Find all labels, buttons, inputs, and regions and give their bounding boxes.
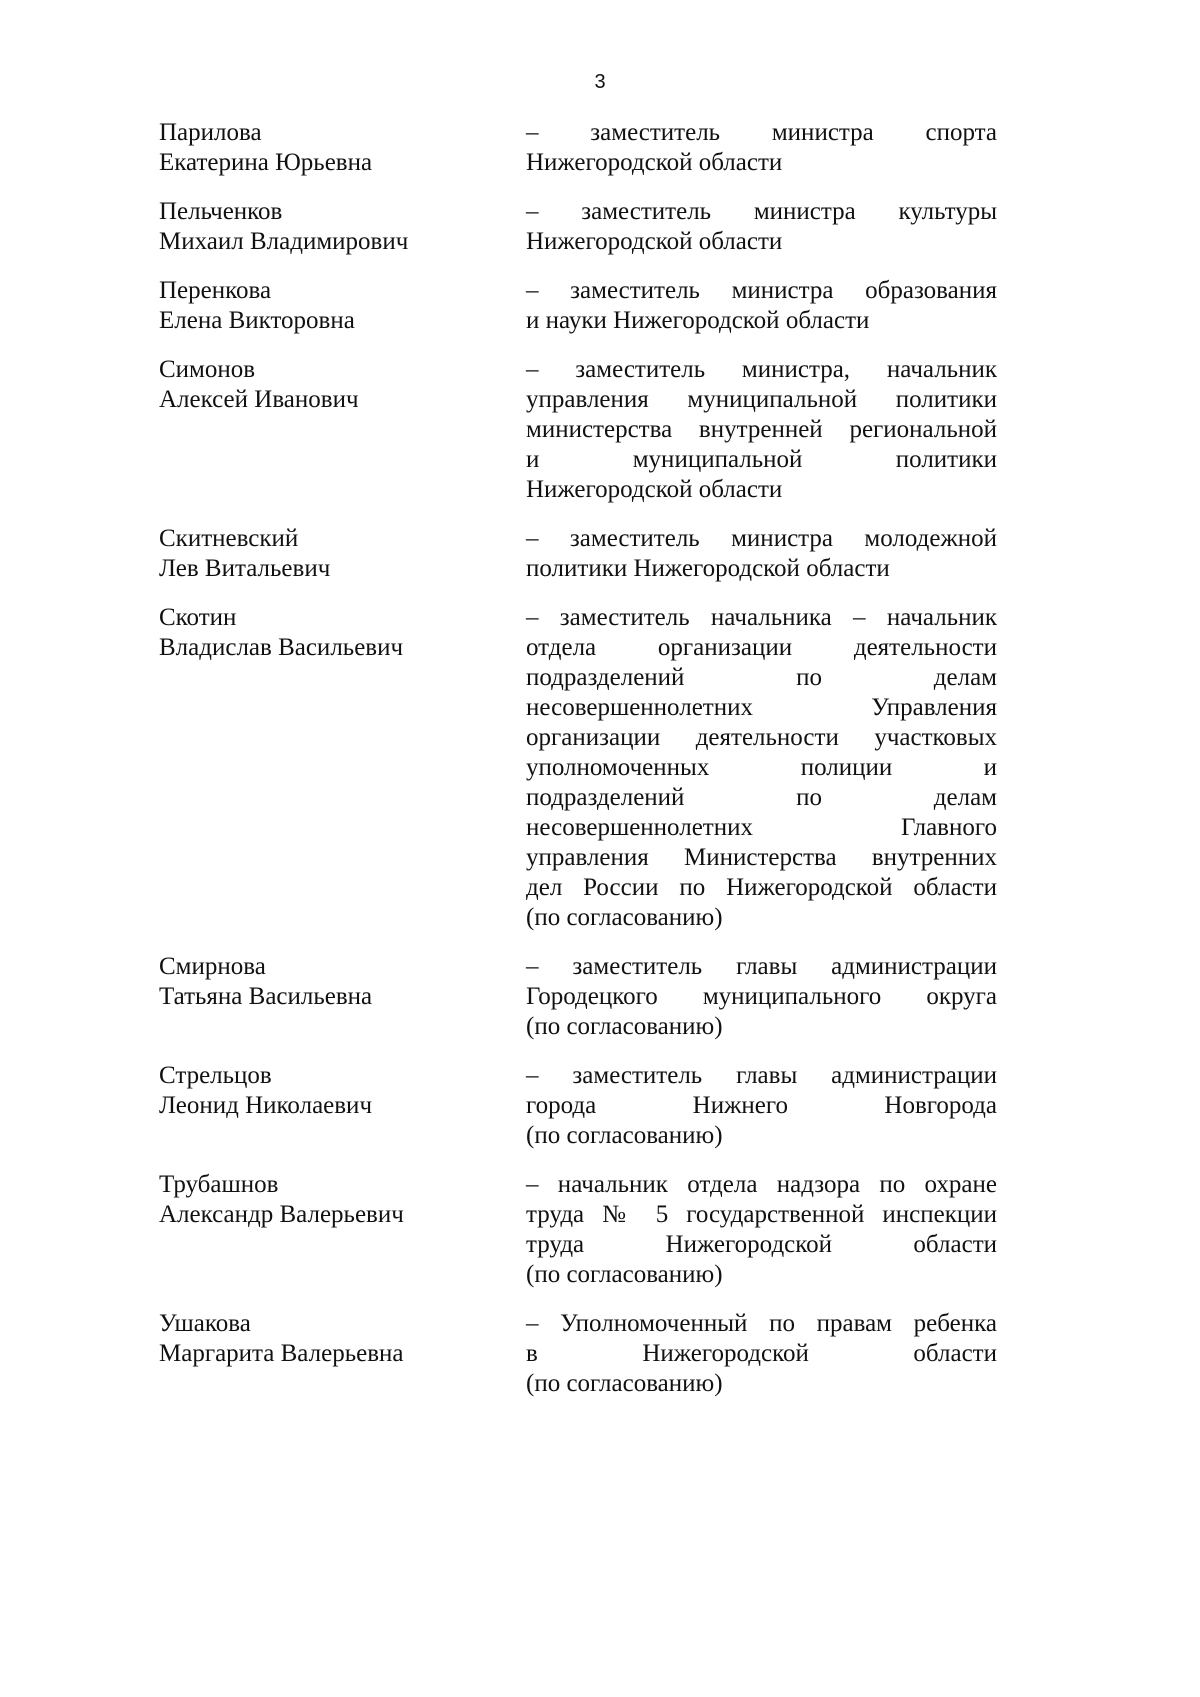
member-given-names: Лев Витальевич: [159, 555, 331, 582]
member-position: [526, 197, 997, 257]
position-line: города Нижнего Новгорода: [526, 1092, 997, 1119]
member-name: [159, 197, 479, 257]
list-item: [0, 118, 1200, 178]
member-given-names: Елена Викторовна: [159, 307, 355, 334]
position-line: (по согласованию): [526, 904, 723, 931]
position-line: Нижегородской области: [526, 476, 783, 503]
member-name: [159, 603, 479, 663]
member-surname: Трубашнов: [159, 1171, 279, 1198]
list-item: [0, 355, 1200, 505]
list-item: [0, 1309, 1200, 1399]
member-position: [526, 524, 997, 584]
member-surname: Пельченков: [159, 198, 283, 225]
position-line: (по согласованию): [526, 1013, 723, 1040]
member-name: [159, 524, 479, 584]
member-given-names: Екатерина Юрьевна: [159, 149, 373, 176]
list-item: [0, 952, 1200, 1042]
member-position: [526, 952, 997, 1042]
position-line: в Нижегородской области: [526, 1340, 997, 1367]
member-position: [526, 1170, 997, 1290]
position-line: отдела организации деятельности: [526, 634, 997, 661]
member-surname: Перенкова: [159, 277, 272, 304]
member-given-names: Маргарита Валерьевна: [159, 1340, 404, 1367]
member-name: [159, 355, 479, 415]
position-line: организации деятельности участковых: [526, 724, 997, 751]
member-given-names: Александр Валерьевич: [159, 1201, 404, 1228]
position-line: – Уполномоченный по правам ребенка: [526, 1310, 997, 1337]
position-line: (по согласованию): [526, 1261, 723, 1288]
position-line: дел России по Нижегородской области: [526, 874, 997, 901]
position-line: Нижегородской области: [526, 228, 783, 255]
member-name: [159, 1170, 479, 1230]
position-line: – заместитель министра молодежной: [526, 525, 997, 552]
list-item: [0, 197, 1200, 257]
member-surname: Парилова: [159, 119, 262, 146]
position-line: – заместитель министра, начальник: [526, 356, 997, 383]
member-position: [526, 355, 997, 505]
position-line: и науки Нижегородской области: [526, 307, 870, 334]
position-line: министерства внутренней региональной: [526, 416, 997, 443]
member-surname: Стрельцов: [159, 1062, 272, 1089]
position-line: – заместитель министра образования: [526, 277, 997, 304]
position-line: и муниципальной политики: [526, 446, 997, 473]
member-name: [159, 952, 479, 1012]
member-surname: Смирнова: [159, 953, 266, 980]
position-line: – заместитель министра культуры: [526, 198, 997, 225]
member-given-names: Михаил Владимирович: [159, 228, 409, 255]
member-position: [526, 1061, 997, 1151]
list-item: [0, 276, 1200, 336]
member-given-names: Владислав Васильевич: [159, 634, 404, 661]
member-given-names: Леонид Николаевич: [159, 1092, 373, 1119]
member-name: [159, 1061, 479, 1121]
member-given-names: Алексей Иванович: [159, 386, 359, 413]
position-line: (по согласованию): [526, 1122, 723, 1149]
position-line: управления Министерства внутренних: [526, 844, 997, 871]
position-line: политики Нижегородской области: [526, 555, 890, 582]
position-line: подразделений по делам: [526, 784, 997, 811]
position-line: подразделений по делам: [526, 664, 997, 691]
member-position: [526, 276, 997, 336]
member-name: [159, 118, 479, 178]
member-position: [526, 118, 997, 178]
member-position: [526, 603, 997, 933]
position-line: Нижегородской области: [526, 149, 783, 176]
position-line: – заместитель главы администрации: [526, 1062, 997, 1089]
position-line: – заместитель начальника – начальник: [526, 604, 997, 631]
position-line: управления муниципальной политики: [526, 386, 997, 413]
list-item: [0, 524, 1200, 584]
position-line: труда Нижегородской области: [526, 1231, 997, 1258]
position-line: (по согласованию): [526, 1370, 723, 1397]
position-line: уполномоченных полиции и: [526, 754, 997, 781]
position-line: – заместитель главы администрации: [526, 953, 997, 980]
position-line: Городецкого муниципального округа: [526, 983, 997, 1010]
member-name: [159, 276, 479, 336]
list-item: [0, 603, 1200, 933]
member-surname: Скитневский: [159, 525, 299, 552]
list-item: [0, 1170, 1200, 1290]
position-line: несовершеннолетних Управления: [526, 694, 997, 721]
member-name: [159, 1309, 479, 1369]
member-list: [0, 118, 1200, 1418]
list-item: [0, 1061, 1200, 1151]
member-surname: Скотин: [159, 604, 237, 631]
member-surname: Ушакова: [159, 1310, 251, 1337]
position-line: – начальник отдела надзора по охране: [526, 1171, 997, 1198]
page-number: 3: [594, 71, 606, 93]
member-surname: Симонов: [159, 356, 256, 383]
member-position: [526, 1309, 997, 1399]
position-line: несовершеннолетних Главного: [526, 814, 997, 841]
position-line: труда № 5 государственной инспекции: [526, 1201, 997, 1228]
position-line: – заместитель министра спорта: [526, 119, 997, 146]
member-given-names: Татьяна Васильевна: [159, 983, 373, 1010]
